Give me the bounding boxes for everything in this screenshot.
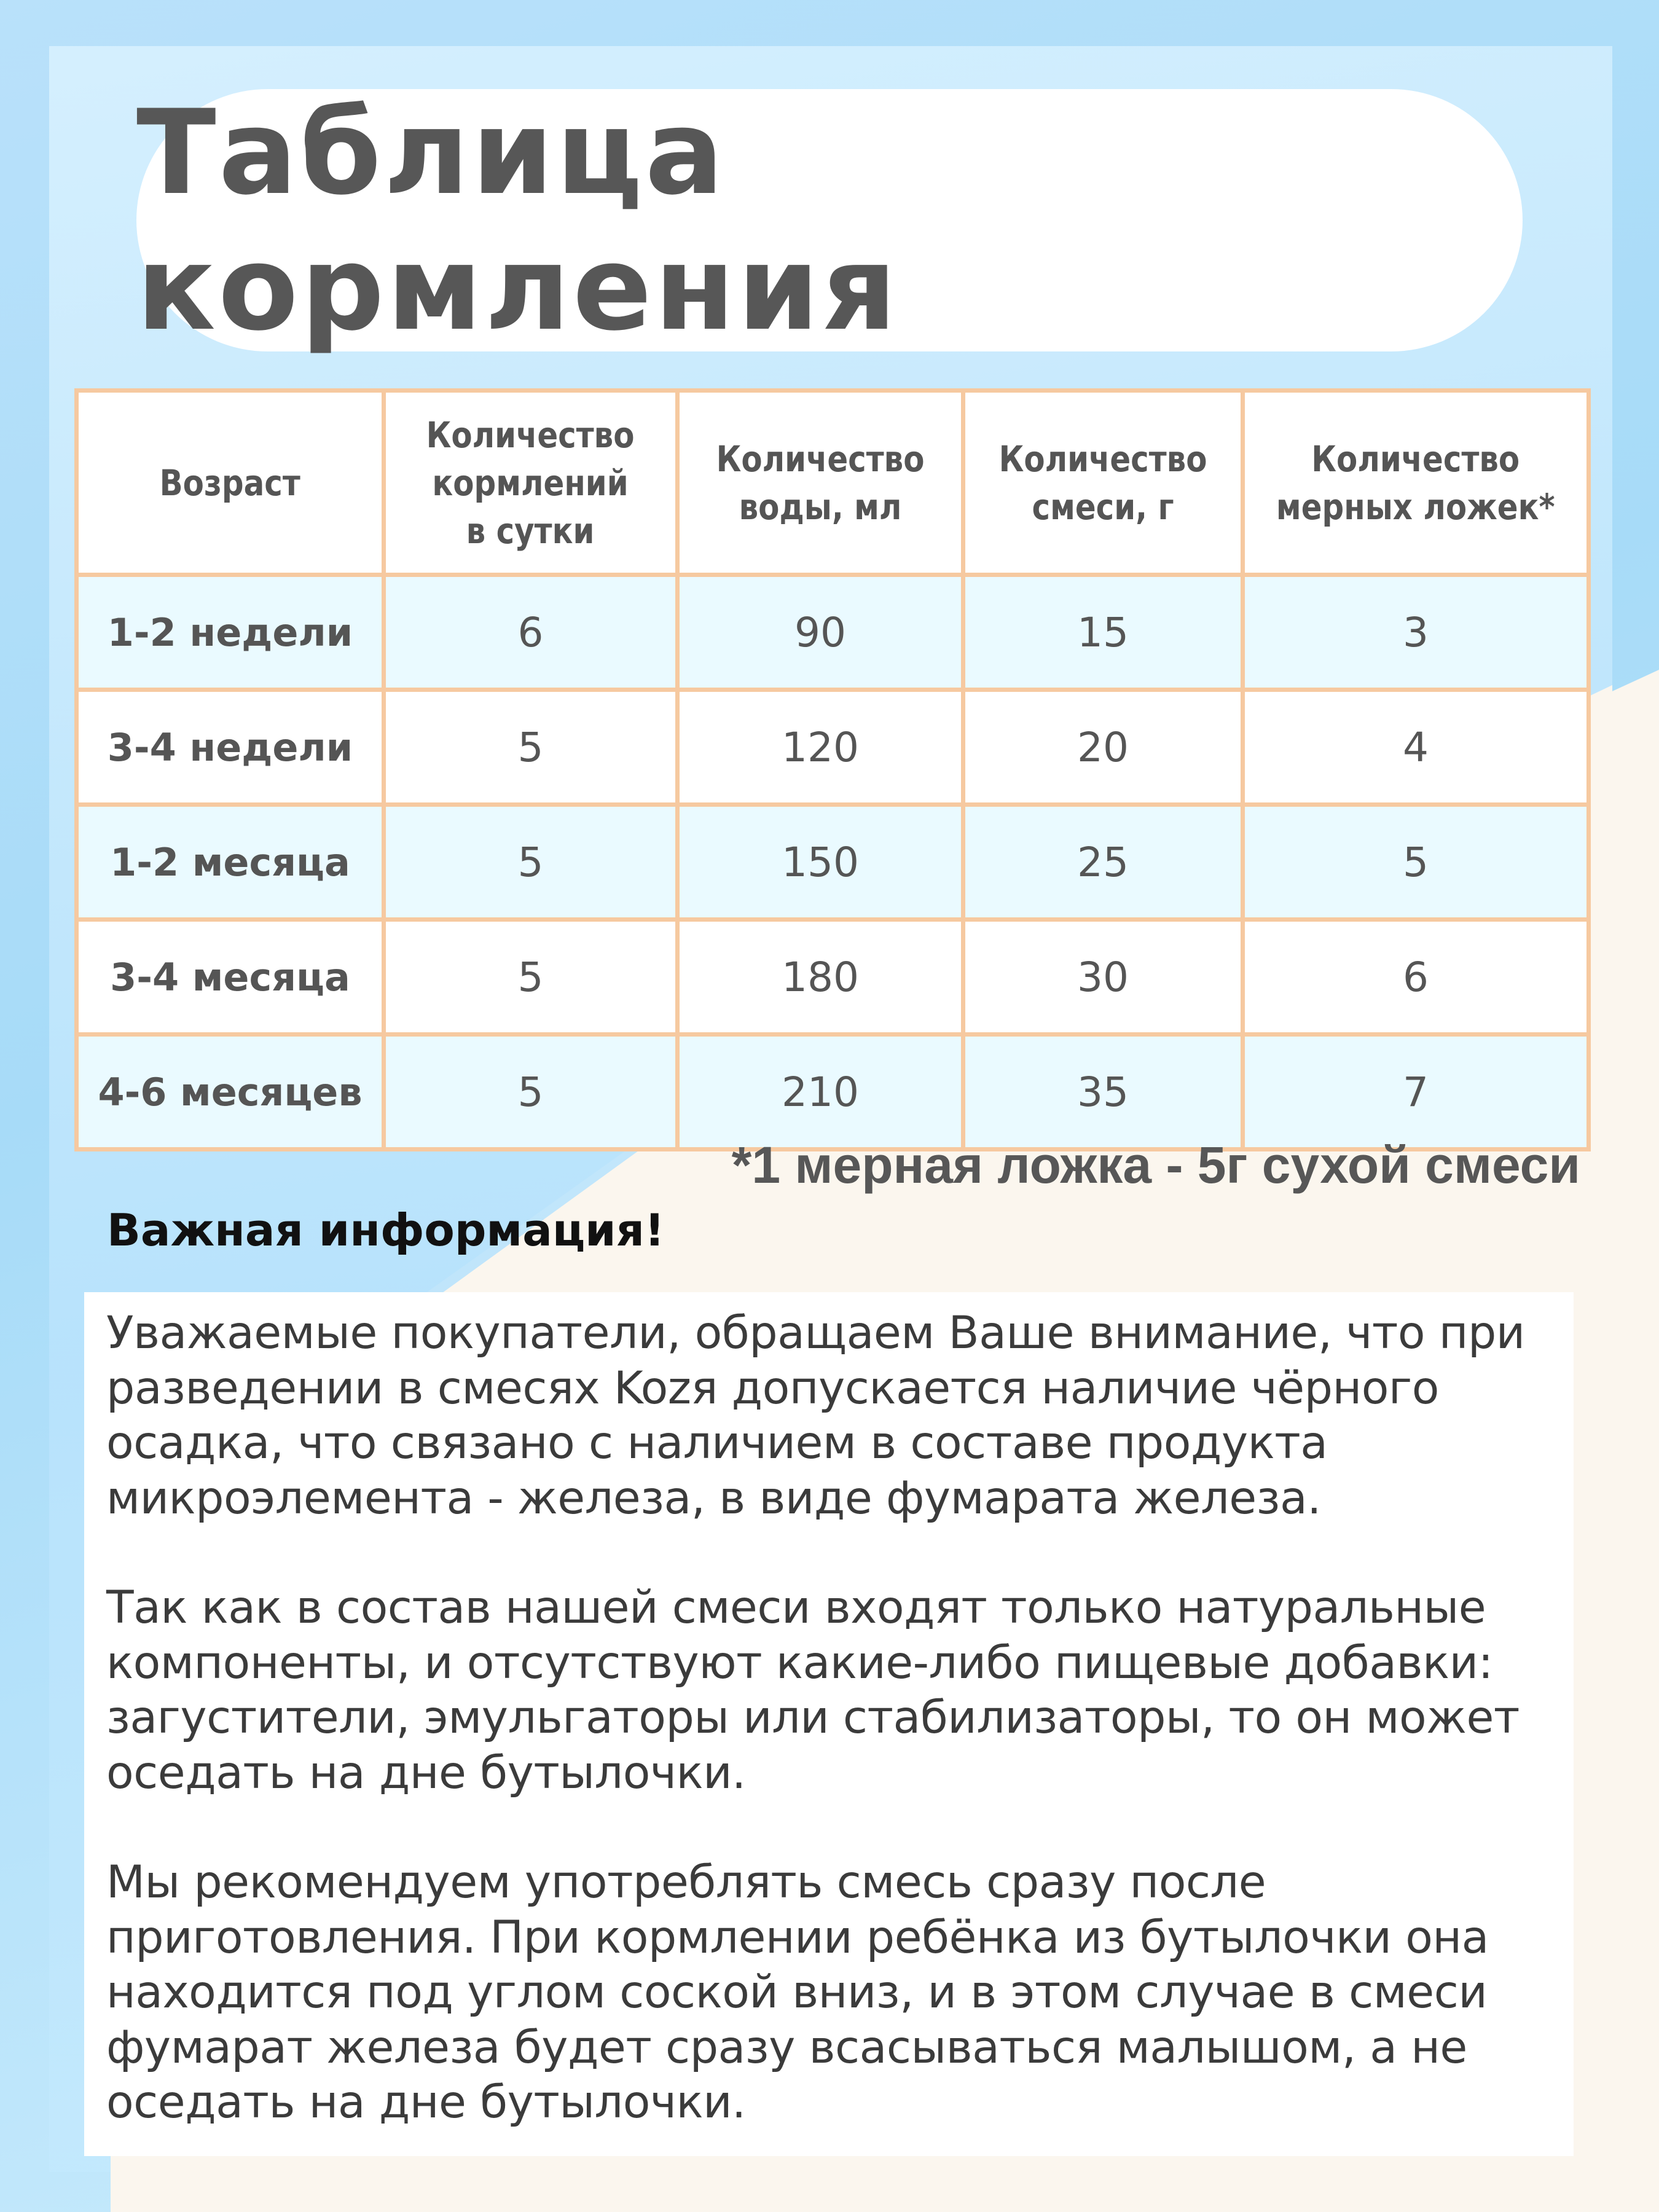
cell-feedings: 5: [384, 1035, 678, 1150]
info-paragraph-2: Так как в состав нашей смеси входят только натуральные компоненты, и отсутствуют какие-либо пищевые добавки: загустители, эмульгаторы или стабилизаторы, то он может оседать на дне бутылочки.: [106, 1582, 1520, 1799]
cell-scoops: 4: [1243, 690, 1589, 805]
cell-age: 3-4 недели: [77, 690, 384, 805]
cell-water: 90: [678, 575, 963, 690]
cell-scoops: 5: [1243, 805, 1589, 920]
cell-age: 3-4 месяца: [77, 920, 384, 1035]
scoop-footnote: *1 мерная ложка - 5г сухой смеси: [731, 1136, 1580, 1194]
info-paragraph-1: Уважаемые покупатели, обращаем Ваше внимание, что при разведении в смесях Kozя допускается наличие чёрного осадка, что связано с наличием в составе продукта микроэлемента - железа, в виде фумарата железа.: [106, 1307, 1525, 1524]
table-row: [77, 920, 1589, 1035]
info-paragraph-3: Мы рекомендуем употреблять смесь сразу после приготовления. При кормлении ребёнка из бутылочки она находится под углом соской вниз, и в этом случае в смеси фумарат железа будет сразу всасываться малышом, а не оседать на дне бутылочки.: [106, 1856, 1489, 2128]
cell-age: 4-6 месяцев: [77, 1035, 384, 1150]
info-box: [84, 1292, 1574, 2156]
cell-formula: 35: [963, 1035, 1243, 1150]
table-header-row: [77, 391, 1589, 575]
cell-scoops: 3: [1243, 575, 1589, 690]
header-formula-g: Количество смеси, г: [963, 391, 1243, 575]
page-title: Таблица кормления: [136, 84, 900, 356]
header-water-ml: Количество воды, мл: [678, 391, 963, 575]
cell-age: 1-2 недели: [77, 575, 384, 690]
cell-formula: 30: [963, 920, 1243, 1035]
cell-water: 180: [678, 920, 963, 1035]
table-row: [77, 575, 1589, 690]
feeding-table: [74, 388, 1591, 1151]
cell-formula: 25: [963, 805, 1243, 920]
cell-feedings: 5: [384, 805, 678, 920]
header-feedings-per-day: Количество кормлений в сутки: [384, 391, 678, 575]
title-banner: [136, 84, 1523, 356]
cell-water: 120: [678, 690, 963, 805]
table-row: [77, 1035, 1589, 1150]
cell-age: 1-2 месяца: [77, 805, 384, 920]
cell-formula: 20: [963, 690, 1243, 805]
cell-scoops: 6: [1243, 920, 1589, 1035]
cell-water: 150: [678, 805, 963, 920]
table-row: [77, 805, 1589, 920]
cell-scoops: 7: [1243, 1035, 1589, 1150]
cell-feedings: 5: [384, 690, 678, 805]
cell-feedings: 6: [384, 575, 678, 690]
cell-feedings: 5: [384, 920, 678, 1035]
table-row: [77, 690, 1589, 805]
cell-water: 210: [678, 1035, 963, 1150]
header-scoops: Количество мерных ложек*: [1243, 391, 1589, 575]
header-age: Возраст: [77, 391, 384, 575]
important-heading: Важная информация!: [107, 1204, 665, 1256]
cell-formula: 15: [963, 575, 1243, 690]
